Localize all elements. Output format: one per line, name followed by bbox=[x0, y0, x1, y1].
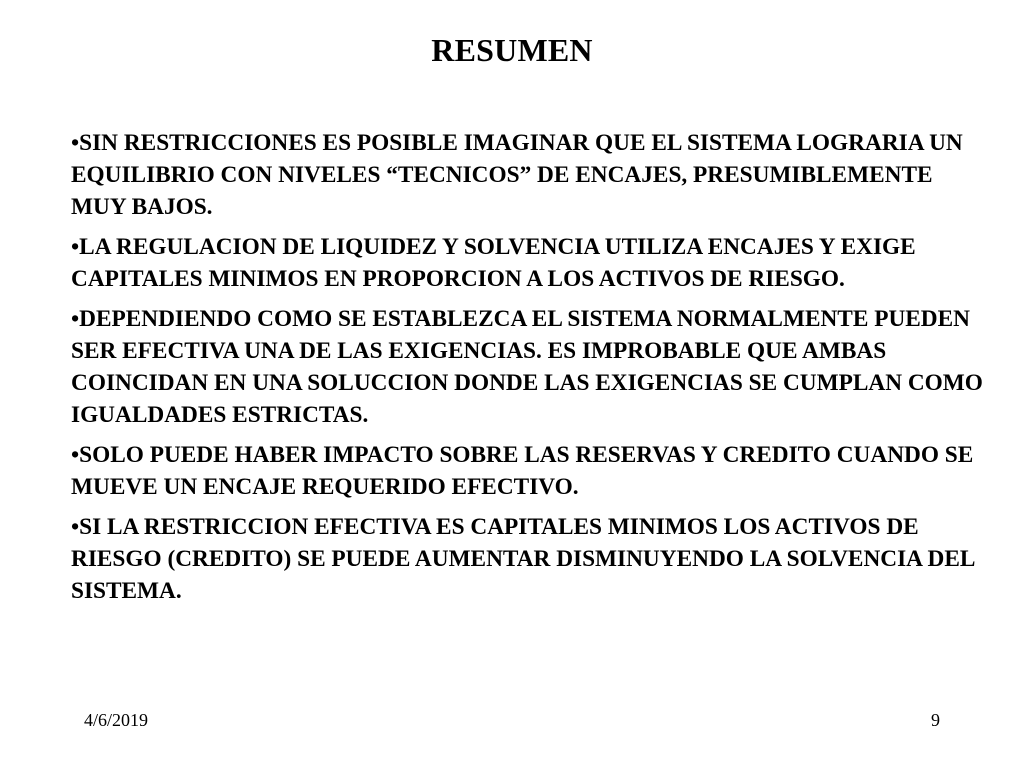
bullet-item: •DEPENDIENDO COMO SE ESTABLEZCA EL SISTEMA NORMALMENTE PUEDEN SER EFECTIVA UNA DE LAS EXIGENCIAS. ES IMPROBABLE QUE AMBAS COINCIDAN EN UNA SOLUCCION DONDE LAS EXIGENCIAS SE CUMPLAN COMO IGUALDADES ESTRICTAS. bbox=[71, 306, 983, 428]
bullet-item: •LA REGULACION DE LIQUIDEZ Y SOLVENCIA UTILIZA ENCAJES Y EXIGE CAPITALES MINIMOS EN PROPORCION A LOS ACTIVOS DE RIESGO. bbox=[71, 234, 916, 292]
bullet-list bbox=[71, 127, 991, 615]
slide-title: RESUMEN bbox=[431, 32, 593, 68]
footer-date: 4/6/2019 bbox=[84, 710, 149, 730]
page-number: 9 bbox=[931, 710, 940, 730]
bullet-item: •SIN RESTRICCIONES ES POSIBLE IMAGINAR QUE EL SISTEMA LOGRARIA UN EQUILIBRIO CON NIVELES “TECNICOS” DE ENCAJES, PRESUMIBLEMENTE MUY BAJOS. bbox=[71, 130, 963, 220]
bullet-item: •SI LA RESTRICCION EFECTIVA ES CAPITALES MINIMOS LOS ACTIVOS DE RIESGO (CREDITO) SE PUEDE AUMENTAR DISMINUYENDO LA SOLVENCIA DEL SISTEMA. bbox=[71, 514, 975, 604]
bullet-item: •SOLO PUEDE HABER IMPACTO SOBRE LAS RESERVAS Y CREDITO CUANDO SE MUEVE UN ENCAJE REQUERIDO EFECTIVO. bbox=[71, 442, 974, 500]
